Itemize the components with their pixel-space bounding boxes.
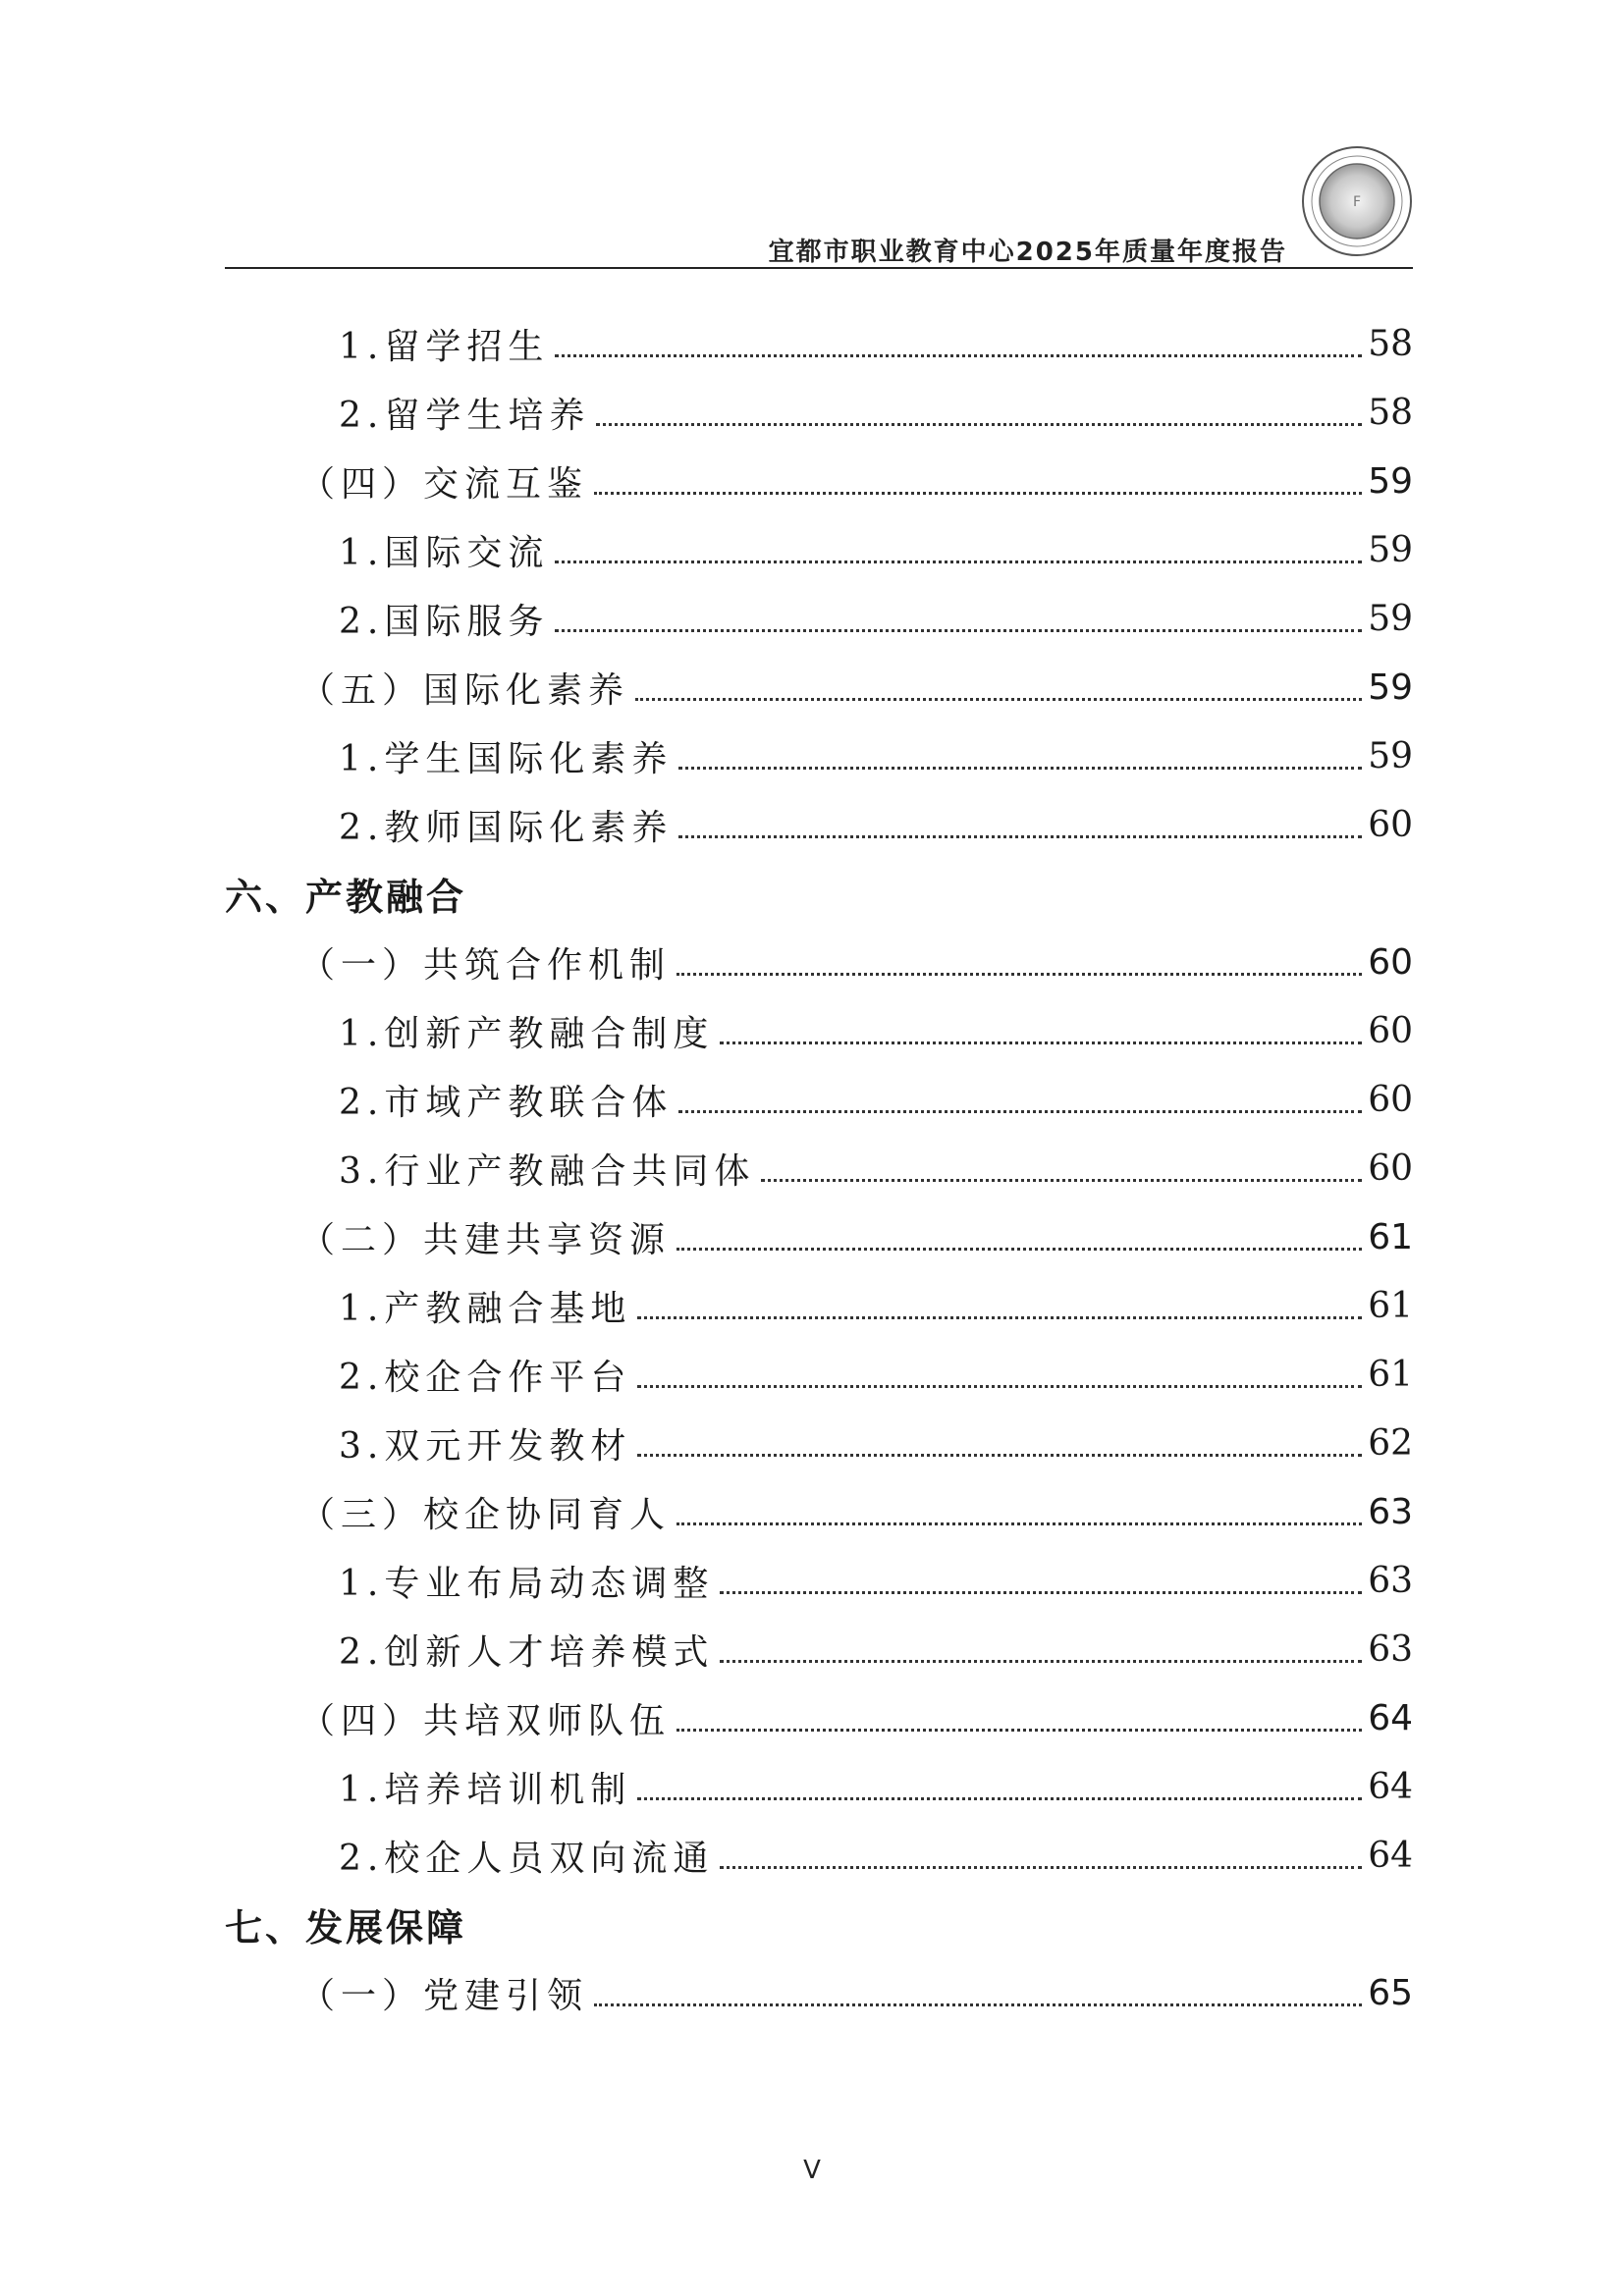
toc-page-number: 64 bbox=[1368, 1835, 1413, 1876]
toc-page-number: 63 bbox=[1368, 1560, 1413, 1601]
dot-leader bbox=[677, 1248, 1362, 1251]
svg-text:F: F bbox=[1352, 194, 1362, 210]
dot-leader bbox=[637, 1316, 1362, 1319]
toc-subsection[interactable] bbox=[225, 996, 1413, 1065]
toc-page-number: 58 bbox=[1368, 323, 1413, 364]
toc-subsection[interactable] bbox=[225, 1409, 1413, 1477]
toc-subsection[interactable] bbox=[225, 1615, 1413, 1683]
toc-entry-label: （三）校企协同育人 bbox=[299, 1494, 672, 1535]
toc-page-number: 65 bbox=[1368, 1972, 1413, 2013]
dot-leader bbox=[596, 423, 1362, 426]
toc-page-number: 62 bbox=[1368, 1422, 1413, 1464]
toc-entry-label: 2.校企人员双向流通 bbox=[339, 1838, 715, 1879]
report-title: 宜都市职业教育中心2025年质量年度报告 bbox=[768, 238, 1287, 267]
toc-entry-label: 1.产教融合基地 bbox=[339, 1288, 632, 1329]
toc-chapter[interactable] bbox=[225, 1890, 1413, 1958]
dot-leader bbox=[637, 1385, 1362, 1388]
toc-entry-label: 1.培养培训机制 bbox=[339, 1769, 632, 1810]
toc-page-number: 61 bbox=[1368, 1216, 1413, 1257]
toc-entry-label: （一）党建引领 bbox=[299, 1975, 589, 2016]
toc-entry-label: 2.创新人才培养模式 bbox=[339, 1631, 715, 1673]
toc-section[interactable] bbox=[225, 1958, 1413, 2027]
toc-subsection[interactable] bbox=[225, 1340, 1413, 1409]
dot-leader bbox=[678, 1110, 1362, 1113]
toc-section[interactable] bbox=[225, 653, 1413, 721]
table-of-contents bbox=[225, 309, 1413, 2027]
toc-page-number: 61 bbox=[1368, 1354, 1413, 1395]
toc-section[interactable] bbox=[225, 1477, 1413, 1546]
dot-leader bbox=[635, 698, 1362, 701]
toc-entry-label: 1.学生国际化素养 bbox=[339, 738, 674, 779]
toc-page-number: 63 bbox=[1368, 1491, 1413, 1532]
toc-entry-label: 1.创新产教融合制度 bbox=[339, 1013, 715, 1054]
dot-leader bbox=[720, 1660, 1362, 1663]
toc-page-number: 60 bbox=[1368, 941, 1413, 983]
toc-page-number: 64 bbox=[1368, 1697, 1413, 1738]
toc-entry-label: （四）共培双师队伍 bbox=[299, 1700, 672, 1741]
dot-leader bbox=[761, 1179, 1362, 1182]
toc-subsection[interactable] bbox=[225, 1271, 1413, 1340]
toc-entry-label: 3.双元开发教材 bbox=[339, 1425, 632, 1467]
toc-page-number: 58 bbox=[1368, 392, 1413, 433]
toc-section[interactable] bbox=[225, 447, 1413, 515]
school-logo-icon bbox=[1301, 145, 1413, 257]
toc-page-number: 59 bbox=[1368, 460, 1413, 502]
toc-entry-label: 1.国际交流 bbox=[339, 532, 550, 573]
toc-page-number: 60 bbox=[1368, 1079, 1413, 1120]
toc-section[interactable] bbox=[225, 1683, 1413, 1752]
dot-leader bbox=[555, 354, 1362, 357]
toc-entry-label: 2.教师国际化素养 bbox=[339, 807, 674, 848]
dot-leader bbox=[677, 1522, 1362, 1525]
toc-entry-label: 1.留学招生 bbox=[339, 326, 550, 367]
toc-entry-label: （一）共筑合作机制 bbox=[299, 944, 672, 986]
toc-subsection[interactable] bbox=[225, 378, 1413, 447]
toc-page-number: 59 bbox=[1368, 735, 1413, 776]
toc-page-number: 59 bbox=[1368, 529, 1413, 570]
dot-leader bbox=[677, 973, 1362, 976]
toc-entry-label: 2.市域产教联合体 bbox=[339, 1082, 674, 1123]
dot-leader bbox=[594, 2003, 1362, 2006]
toc-page-number: 64 bbox=[1368, 1766, 1413, 1807]
page-header bbox=[225, 145, 1413, 271]
toc-page-number: 60 bbox=[1368, 804, 1413, 845]
dot-leader bbox=[678, 767, 1362, 770]
toc-subsection[interactable] bbox=[225, 309, 1413, 378]
dot-leader bbox=[677, 1729, 1362, 1732]
page-number: V bbox=[803, 2156, 821, 2185]
toc-page-number: 63 bbox=[1368, 1629, 1413, 1670]
toc-subsection[interactable] bbox=[225, 721, 1413, 790]
toc-page-number: 60 bbox=[1368, 1010, 1413, 1051]
toc-entry-label: 3.行业产教融合共同体 bbox=[339, 1150, 756, 1192]
dot-leader bbox=[637, 1454, 1362, 1457]
dot-leader bbox=[555, 629, 1362, 632]
dot-leader bbox=[637, 1797, 1362, 1800]
toc-page-number: 61 bbox=[1368, 1285, 1413, 1326]
toc-section[interactable] bbox=[225, 928, 1413, 996]
toc-page-number: 59 bbox=[1368, 667, 1413, 708]
toc-entry-label: 2.国际服务 bbox=[339, 601, 550, 642]
toc-entry-label: （二）共建共享资源 bbox=[299, 1219, 672, 1260]
toc-subsection[interactable] bbox=[225, 1752, 1413, 1821]
toc-section[interactable] bbox=[225, 1202, 1413, 1271]
toc-subsection[interactable] bbox=[225, 1065, 1413, 1134]
toc-subsection[interactable] bbox=[225, 790, 1413, 859]
toc-entry-label: 2.校企合作平台 bbox=[339, 1357, 632, 1398]
toc-subsection[interactable] bbox=[225, 1821, 1413, 1890]
toc-subsection[interactable] bbox=[225, 584, 1413, 653]
toc-entry-label: （五）国际化素养 bbox=[299, 669, 630, 711]
dot-leader bbox=[720, 1591, 1362, 1594]
dot-leader bbox=[555, 561, 1362, 563]
toc-entry-label: （四）交流互鉴 bbox=[299, 463, 589, 505]
dot-leader bbox=[720, 1041, 1362, 1044]
toc-entry-label: 七、发展保障 bbox=[225, 1905, 467, 1949]
toc-subsection[interactable] bbox=[225, 515, 1413, 584]
toc-entry-label: 六、产教融合 bbox=[225, 875, 467, 919]
toc-entry-label: 2.留学生培养 bbox=[339, 395, 591, 436]
toc-page-number: 59 bbox=[1368, 598, 1413, 639]
toc-subsection[interactable] bbox=[225, 1546, 1413, 1615]
toc-subsection[interactable] bbox=[225, 1134, 1413, 1202]
header-divider bbox=[225, 267, 1413, 269]
toc-entry-label: 1.专业布局动态调整 bbox=[339, 1563, 715, 1604]
dot-leader bbox=[678, 835, 1362, 838]
dot-leader bbox=[720, 1866, 1362, 1869]
toc-page-number: 60 bbox=[1368, 1148, 1413, 1189]
dot-leader bbox=[594, 492, 1362, 495]
toc-chapter[interactable] bbox=[225, 859, 1413, 928]
